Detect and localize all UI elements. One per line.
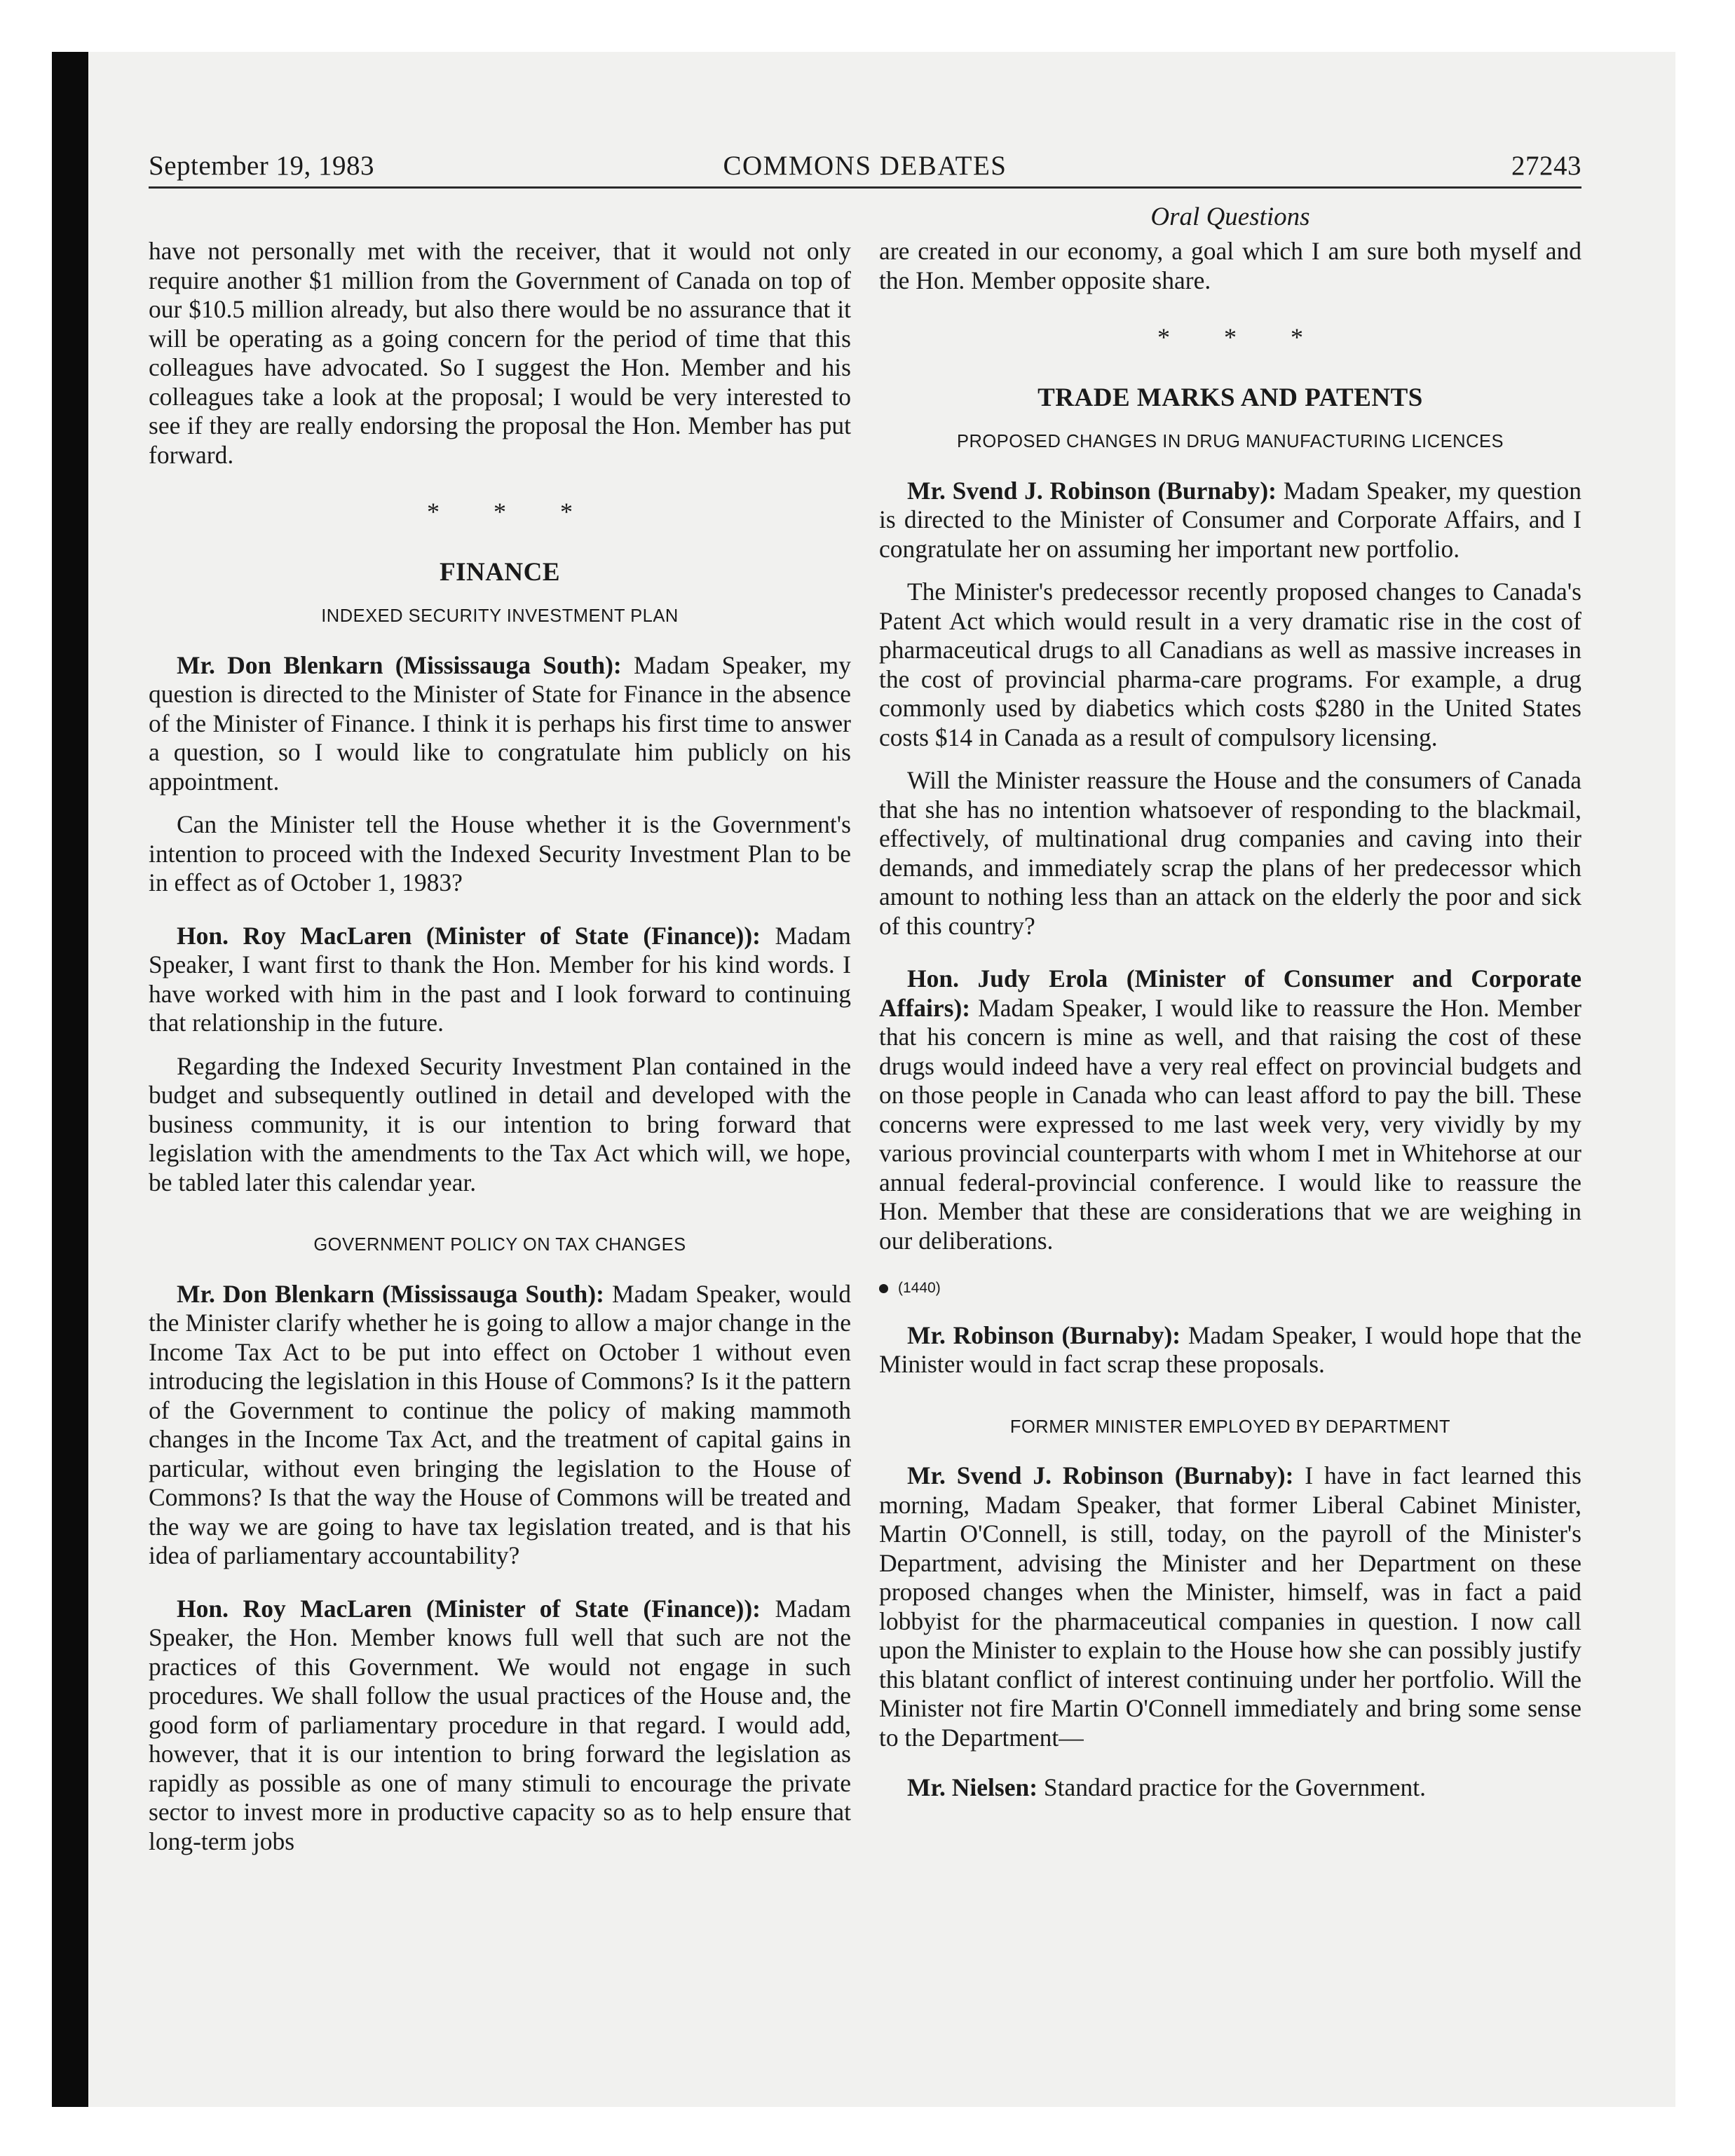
speech-text: Madam Speaker, I want first to thank the Hon. Member for his kind words. I have worked with him in the past and I look forward to continuing that relationship in the future. xyxy=(149,921,851,1037)
speech-text: Madam Speaker, my question is directed to the Minister of State for Finance in the absence of the Minister of Finance. I think it is perhaps his first time to answer a question, so I would like to congratulate him publicly on his appointment. xyxy=(149,650,851,796)
paragraph: have not personally met with the receiver, that it would not only require another $1 million from the Government of Canada on top of our $10.5 million already, but also there would be no assurance that it will be operating as a going concern for the period of time that this colleagues have advocated. So I suggest the Hon. Member and his colleagues take a look at the proposal; I would be very interested to see if they are really endorsing the proposal the Hon. Member has put forward. xyxy=(149,237,851,469)
header-date: September 19, 1983 xyxy=(149,151,375,181)
header-page-number: 27243 xyxy=(1511,151,1581,181)
bullet-icon xyxy=(879,1284,888,1293)
paragraph xyxy=(149,1280,851,1571)
paragraph xyxy=(879,964,1581,1255)
speech-text: Madam Speaker, my question is directed to the Minister of Consumer and Corporate Affairs, and I congratulate her on assuming her important new portfolio. xyxy=(879,476,1581,563)
scan-binding-edge xyxy=(52,52,88,2107)
section-separator: * * * xyxy=(427,498,597,526)
speaker-name: Mr. Robinson (Burnaby): xyxy=(907,1321,1181,1349)
paragraph xyxy=(149,922,851,1038)
paragraph: are created in our economy, a goal which I am sure both myself and the Hon. Member opposite share. xyxy=(879,237,1581,294)
paragraph xyxy=(149,651,851,797)
speaker-name: Hon. Judy Erola (Minister of Consumer and Corporate Affairs): xyxy=(879,964,1581,1022)
section-separator: * * * xyxy=(1157,323,1327,351)
speech-text: Madam Speaker, would the Minister clarify whether he is going to allow a major change in the Income Tax Act to be put into effect on October 1 without even introducing the legislation in this House of Commons? Is it the pattern of the Government to continue the policy of making mammoth changes in the Income Tax Act, and the treatment of capital gains in particular, without even bringing the legislation to the House of Commons? Is that the way the House of Commons will be treated and the way we are going to have tax legislation treated, and is that his idea of parliamentary accountability? xyxy=(149,1279,851,1569)
paragraph: Can the Minister tell the House whether it is the Government's intention to proceed with the Indexed Security Investment Plan to be in effect as of October 1, 1983? xyxy=(149,810,851,896)
paragraph xyxy=(149,1595,851,1857)
paragraph: Regarding the Indexed Security Investment Plan contained in the budget and subsequently outlined in detail and developed with the business community, it is our intention to bring forward that legislation with the amendments to the Tax Act which will, we hope, be tabled later this calendar year. xyxy=(149,1051,851,1196)
speech-text: Madam Speaker, I would like to reassure the Hon. Member that his concern is mine as well, and that raising the cost of these drugs would indeed have a very real effect on provincial budgets and on those people in Canada who can least afford to pay the bill. These concerns were expressed to me last week very, very vividly by my various provincial counterparts with whom I met in Whitehorse at our annual federal-provincial conference. I would like to reassure the Hon. Member that these are considerations that we are weighing in our deliberations. xyxy=(879,993,1581,1255)
speech-text: I have in fact learned this morning, Madam Speaker, that former Liberal Cabinet Minister, Martin O'Connell, is still, today, on the payroll of the Minister's Department, advising the Minister and her Department on these proposed changes when the Minister, himself, was in fact a paid lobbyist for the pharmaceutical companies in question. I now call upon the Minister to explain to the House how she can possibly justify this blatant conflict of interest continuing under her portfolio. Will the Minister not fire Martin O'Connell immediately and bring some sense to the Department— xyxy=(879,1461,1581,1752)
speaker-name: Mr. Svend J. Robinson (Burnaby): xyxy=(907,1461,1294,1489)
paragraph xyxy=(879,1773,1581,1803)
speaker-name: Hon. Roy MacLaren (Minister of State (Finance)): xyxy=(177,921,761,950)
paragraph xyxy=(879,477,1581,564)
topic-heading: FINANCE xyxy=(439,557,561,587)
speaker-name: Mr. Svend J. Robinson (Burnaby): xyxy=(907,476,1277,505)
right-column xyxy=(879,237,1581,1817)
paragraph: Will the Minister reassure the House and the consumers of Canada that she has no intention whatsoever of responding to the blackmail, effectively, of multinational drug companies and caving into their demands, and immediately scrap the plans of her predecessor which amount to nothing less than an attack on the elderly the poor and sick of this country? xyxy=(879,766,1581,940)
left-column xyxy=(149,237,851,1870)
speaker-name: Mr. Don Blenkarn (Mississauga South): xyxy=(177,1279,604,1308)
speaker-name: Hon. Roy MacLaren (Minister of State (Finance)): xyxy=(177,1594,761,1623)
section-heading: Oral Questions xyxy=(1150,203,1310,231)
speech-text: Standard practice for the Government. xyxy=(1037,1773,1426,1801)
subtopic-heading: FORMER MINISTER EMPLOYED BY DEPARTMENT xyxy=(1009,1417,1451,1437)
speaker-name: Mr. Nielsen: xyxy=(907,1773,1038,1801)
topic-heading: TRADE MARKS AND PATENTS xyxy=(1037,383,1423,412)
speaker-name: Mr. Don Blenkarn (Mississauga South): xyxy=(177,650,622,679)
paragraph xyxy=(879,1321,1581,1379)
time-marker xyxy=(879,1274,1581,1303)
subtopic-heading: GOVERNMENT POLICY ON TAX CHANGES xyxy=(313,1235,686,1255)
running-head xyxy=(149,147,1581,189)
subtopic-heading: INDEXED SECURITY INVESTMENT PLAN xyxy=(321,606,679,626)
paragraph: The Minister's predecessor recently proposed changes to Canada's Patent Act which would result in a very dramatic rise in the cost of pharmaceutical drugs to all Canadians as well as massive increases in the cost of provincial pharma-care programs. For example, a drug commonly used by diabetics which costs $280 in the United States costs $14 in Canada as a result of compulsory licensing. xyxy=(879,578,1581,751)
header-publication: COMMONS DEBATES xyxy=(723,151,1007,181)
time-marker-label: (1440) xyxy=(898,1280,941,1296)
paragraph xyxy=(879,1461,1581,1752)
speech-text: Madam Speaker, the Hon. Member knows full well that such are not the practices of this Government. We would not engage in such procedures. We shall follow the usual practices of the House and, the good form of parliamentary procedure in that regard. I would add, however, that it is our intention to bring forward the legislation as rapidly as possible as one of many stimuli to encourage the private sector to invest more in productive capacity so as to help ensure that long-term jobs xyxy=(149,1594,851,1855)
speech-text: Madam Speaker, I would hope that the Minister would in fact scrap these proposals. xyxy=(879,1321,1581,1378)
subtopic-heading: PROPOSED CHANGES IN DRUG MANUFACTURING LICENCES xyxy=(956,432,1504,451)
